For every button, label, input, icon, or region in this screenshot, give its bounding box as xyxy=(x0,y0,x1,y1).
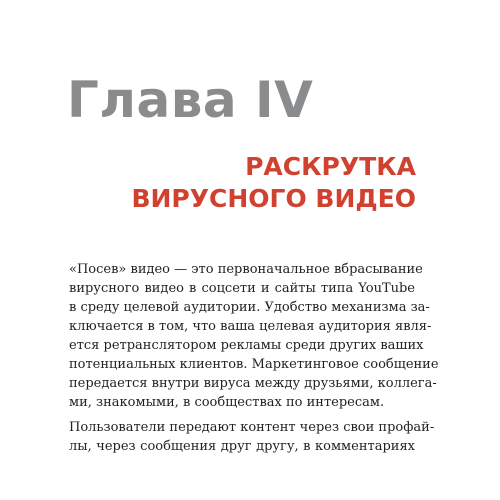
text-line: потенциальных клиентов. Маркетинговое сообщение xyxy=(69,357,439,372)
text-line: «Посев» видео — это первоначальное вбрасывание xyxy=(69,262,423,277)
paragraph xyxy=(69,418,435,456)
text-line: ми, знакомыми, в сообществах по интересам. xyxy=(69,395,385,410)
text-line: вирусного видео в соцсети и сайты типа YouTube xyxy=(69,281,415,296)
chapter-label: Глава IV xyxy=(67,71,314,129)
chapter-title xyxy=(131,151,416,215)
text-line: лы, через сообщения друг другу, в комментариях xyxy=(69,439,415,454)
paragraph xyxy=(69,260,439,412)
text-line: передается внутри вируса между друзьями, коллега- xyxy=(69,376,437,391)
chapter-title-line: РАСКРУТКА xyxy=(245,152,416,181)
text-line: в среду целевой аудитории. Удобство механизма за- xyxy=(69,300,430,315)
text-line: ключается в том, что ваша целевая аудитория явля- xyxy=(69,319,432,334)
text-line: Пользователи передают контент через свои профай- xyxy=(69,420,435,435)
body-text xyxy=(69,260,439,456)
chapter-title-line: ВИРУСНОГО ВИДЕО xyxy=(131,184,416,213)
text-line: ется ретранслятором рекламы среди других ваших xyxy=(69,338,424,353)
